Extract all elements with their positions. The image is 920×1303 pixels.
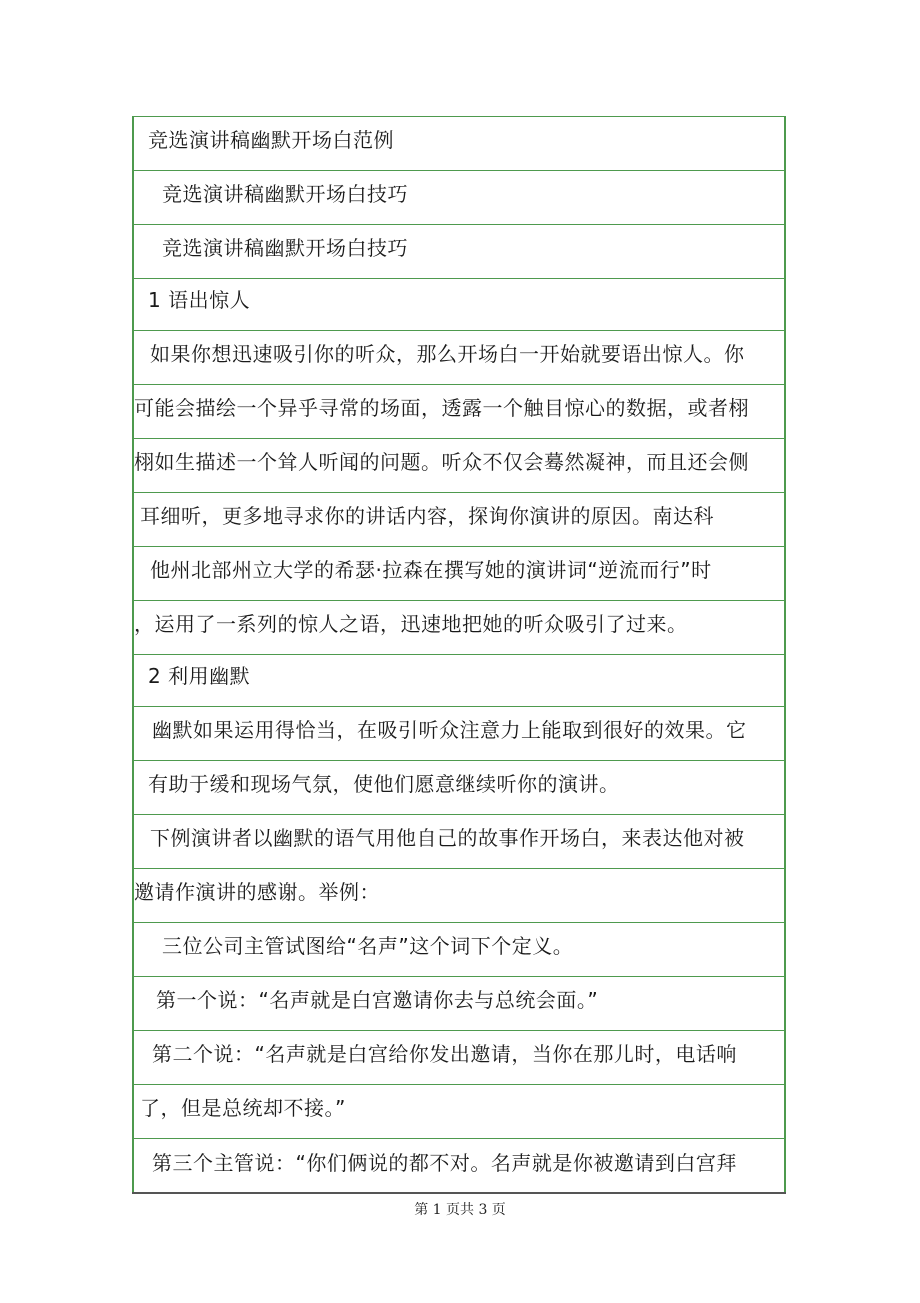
- text-row: [134, 1085, 784, 1139]
- document-title-row: [134, 117, 784, 171]
- text-row: [134, 1139, 784, 1193]
- text-row: [134, 869, 784, 923]
- section-heading-row: [134, 655, 784, 707]
- section-heading: 2 利用幽默: [148, 664, 251, 688]
- paragraph-line: 耳细听，更多地寻求你的讲话内容，探询你演讲的原因。南达科: [140, 504, 714, 528]
- paragraph-line: 如果你想迅速吸引你的听众，那么开场白一开始就要语出惊人。你: [150, 342, 745, 366]
- text-row: [134, 493, 784, 547]
- text-row: [134, 1031, 784, 1085]
- paragraph-line: 了，但是总统却不接。”: [140, 1096, 346, 1120]
- section-heading: 1 语出惊人: [148, 288, 251, 312]
- document-frame: [132, 116, 786, 1192]
- paragraph-line: 第三个主管说：“你们俩说的都不对。名声就是你被邀请到白宫拜: [152, 1151, 737, 1175]
- document-title: 竞选演讲稿幽默开场白范例: [148, 128, 394, 152]
- text-row: [134, 815, 784, 869]
- paragraph-line: 第一个说：“名声就是白宫邀请你去与总统会面。”: [156, 988, 599, 1012]
- text-row: [134, 439, 784, 493]
- paragraph-line: ，运用了一系列的惊人之语，迅速地把她的听众吸引了过来。: [134, 612, 688, 636]
- paragraph-line: 三位公司主管试图给“名声”这个词下个定义。: [162, 934, 574, 958]
- subtitle-line: 竞选演讲稿幽默开场白技巧: [162, 182, 408, 206]
- text-row: [134, 977, 784, 1031]
- paragraph-line: 可能会描绘一个异乎寻常的场面，透露一个触目惊心的数据，或者栩: [134, 396, 749, 420]
- bottom-rule: [132, 1192, 786, 1194]
- text-row: [134, 923, 784, 977]
- text-row: [134, 171, 784, 225]
- text-row: [134, 547, 784, 601]
- text-row: [134, 707, 784, 761]
- text-row: [134, 601, 784, 655]
- paragraph-line: 下例演讲者以幽默的语气用他自己的故事作开场白，来表达他对被: [150, 826, 745, 850]
- paragraph-line: 栩如生描述一个耸人听闻的问题。听众不仅会蓦然凝神，而且还会侧: [134, 450, 749, 474]
- text-row: [134, 385, 784, 439]
- section-heading-row: [134, 279, 784, 331]
- subtitle-line: 竞选演讲稿幽默开场白技巧: [162, 236, 408, 260]
- text-row: [134, 331, 784, 385]
- text-row: [134, 761, 784, 815]
- paragraph-line: 他州北部州立大学的希瑟·拉森在撰写她的演讲词“逆流而行”时: [150, 558, 712, 582]
- paragraph-line: 幽默如果运用得恰当，在吸引听众注意力上能取到很好的效果。它: [152, 718, 747, 742]
- paragraph-line: 有助于缓和现场气氛，使他们愿意继续听你的演讲。: [148, 772, 620, 796]
- paragraph-line: 邀请作演讲的感谢。举例：: [134, 880, 380, 904]
- paragraph-line: 第二个说：“名声就是白宫给你发出邀请，当你在那儿时，电话响: [152, 1042, 737, 1066]
- text-row: [134, 225, 784, 279]
- page-footer: 第 1 页共 3 页: [414, 1202, 506, 1218]
